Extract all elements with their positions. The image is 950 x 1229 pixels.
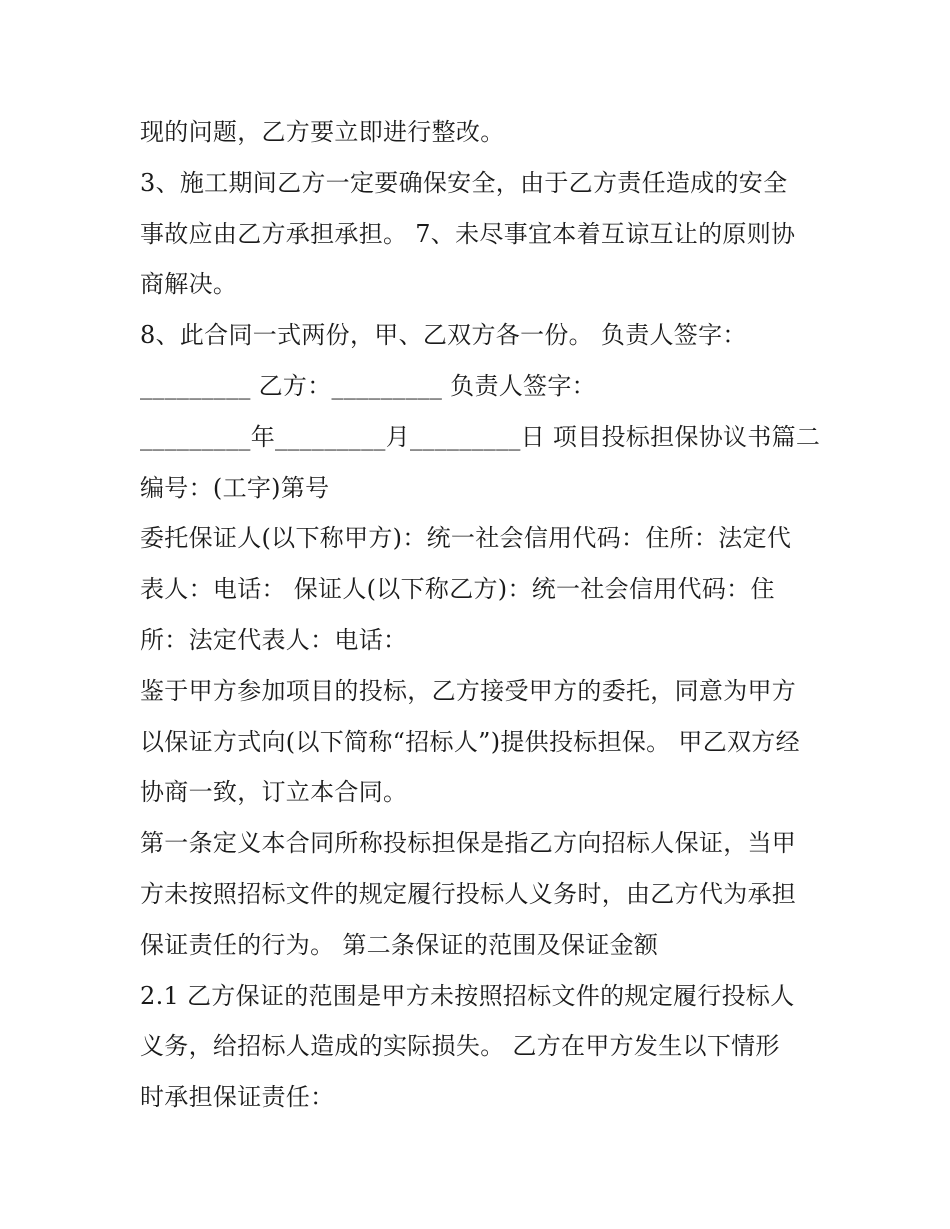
text-line: 义务，给招标人造成的实际损失。 乙方在甲方发生以下情形 bbox=[140, 1032, 780, 1061]
text-line: 第一条定义本合同所称投标担保是指乙方向招标人保证，当甲 bbox=[140, 829, 797, 858]
text-line: 2.1 乙方保证的范围是甲方未按照招标文件的规定履行投标人 bbox=[140, 981, 795, 1010]
text-line: 商解决。 bbox=[140, 270, 238, 299]
text-line: 保证责任的行为。 第二条保证的范围及保证金额 bbox=[140, 930, 659, 959]
text-line: 编号：(工字)第号 bbox=[140, 473, 330, 502]
document-body bbox=[140, 107, 820, 1123]
text-line: 3、施工期间乙方一定要确保安全，由于乙方责任造成的安全 bbox=[140, 168, 788, 197]
text-line: 现的问题，乙方要立即进行整改。 bbox=[140, 118, 505, 146]
text-line: 所：法定代表人：电话： bbox=[140, 625, 408, 654]
text-line: 表人：电话： 保证人(以下称乙方)：统一社会信用代码：住 bbox=[140, 575, 775, 604]
date-line: _________年_________月_________日 项目投标担保协议书篇二 bbox=[140, 422, 821, 451]
text-line: 以保证方式向(以下简称“招标人”)提供投标担保。 甲乙双方经 bbox=[140, 727, 800, 756]
text-line: 委托保证人(以下称甲方)：统一社会信用代码：住所：法定代 bbox=[140, 524, 792, 553]
signature-line: _________ 乙方：_________ 负责人签字： bbox=[140, 371, 596, 400]
text-line: 8、此合同一式两份，甲、乙双方各一份。 负责人签字： bbox=[140, 321, 747, 350]
text-line: 时承担保证责任： bbox=[140, 1083, 335, 1112]
text-line: 事故应由乙方承担承担。 7、未尽事宜本着互谅互让的原则协 bbox=[140, 219, 796, 248]
text-line: 鉴于甲方参加项目的投标，乙方接受甲方的委托，同意为甲方 bbox=[140, 676, 797, 705]
text-line: 方未按照招标文件的规定履行投标人义务时，由乙方代为承担 bbox=[140, 879, 797, 908]
text-line: 协商一致，订立本合同。 bbox=[140, 778, 408, 807]
